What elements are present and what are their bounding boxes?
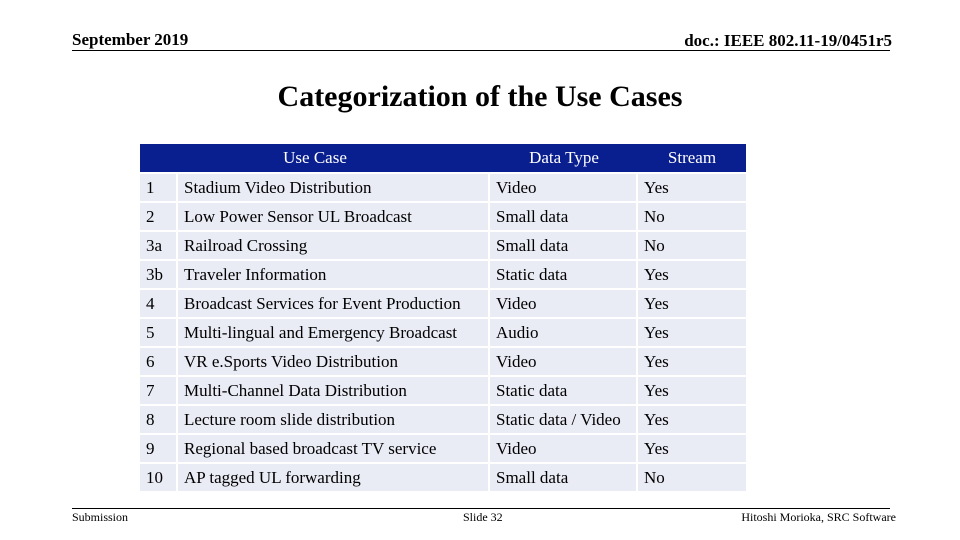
table-row	[140, 348, 746, 377]
cell-stream: Yes	[638, 174, 746, 203]
cell-stream: Yes	[638, 290, 746, 319]
cell-data-type: Static data	[490, 377, 638, 406]
cell-use-case: Multi-Channel Data Distribution	[178, 377, 490, 406]
cell-id: 7	[140, 377, 178, 406]
cell-stream: Yes	[638, 406, 746, 435]
cell-id: 3b	[140, 261, 178, 290]
cell-id: 2	[140, 203, 178, 232]
cell-stream: No	[638, 464, 746, 493]
cell-use-case: Traveler Information	[178, 261, 490, 290]
header-use-case: Use Case	[140, 144, 490, 174]
cell-data-type: Video	[490, 290, 638, 319]
cell-use-case: Regional based broadcast TV service	[178, 435, 490, 464]
cell-id: 8	[140, 406, 178, 435]
table-row	[140, 290, 746, 319]
table-row	[140, 319, 746, 348]
cell-data-type: Video	[490, 174, 638, 203]
cell-use-case: Lecture room slide distribution	[178, 406, 490, 435]
table-row	[140, 203, 746, 232]
cell-id: 6	[140, 348, 178, 377]
table-row	[140, 261, 746, 290]
footer-divider	[72, 508, 890, 509]
slide-title: Categorization of the Use Cases	[277, 80, 683, 113]
table-header-row	[140, 144, 746, 174]
cell-stream: Yes	[638, 377, 746, 406]
cell-id: 5	[140, 319, 178, 348]
header-data-type: Data Type	[490, 144, 638, 174]
header-stream: Stream	[638, 144, 746, 174]
cell-id: 4	[140, 290, 178, 319]
header-divider	[72, 50, 890, 51]
cell-stream: Yes	[638, 348, 746, 377]
cell-data-type: Video	[490, 435, 638, 464]
cell-stream: Yes	[638, 435, 746, 464]
cell-stream: Yes	[638, 319, 746, 348]
footer-submission: Submission	[72, 510, 129, 524]
cell-data-type: Small data	[490, 464, 638, 493]
cell-use-case: Broadcast Services for Event Production	[178, 290, 490, 319]
cell-data-type: Static data	[490, 261, 638, 290]
table-row	[140, 232, 746, 261]
table-body	[140, 174, 746, 493]
table-row	[140, 406, 746, 435]
cell-use-case: Railroad Crossing	[178, 232, 490, 261]
cell-id: 10	[140, 464, 178, 493]
cell-data-type: Small data	[490, 232, 638, 261]
table-row	[140, 377, 746, 406]
cell-stream: Yes	[638, 261, 746, 290]
cell-use-case: Stadium Video Distribution	[178, 174, 490, 203]
use-case-table	[140, 144, 746, 493]
cell-use-case: Multi-lingual and Emergency Broadcast	[178, 319, 490, 348]
table-row	[140, 174, 746, 203]
cell-stream: No	[638, 232, 746, 261]
footer-author: Hitoshi Morioka, SRC Software	[741, 510, 896, 524]
header-date: September 2019	[72, 30, 189, 49]
footer-slide-number: Slide 32	[463, 510, 503, 524]
cell-use-case: Low Power Sensor UL Broadcast	[178, 203, 490, 232]
table-row	[140, 464, 746, 493]
cell-id: 9	[140, 435, 178, 464]
cell-stream: No	[638, 203, 746, 232]
cell-data-type: Static data / Video	[490, 406, 638, 435]
cell-data-type: Video	[490, 348, 638, 377]
header-doc-id: doc.: IEEE 802.11-19/0451r5	[684, 31, 892, 50]
cell-data-type: Audio	[490, 319, 638, 348]
cell-use-case: VR e.Sports Video Distribution	[178, 348, 490, 377]
cell-id: 3a	[140, 232, 178, 261]
cell-id: 1	[140, 174, 178, 203]
table-row	[140, 435, 746, 464]
cell-data-type: Small data	[490, 203, 638, 232]
cell-use-case: AP tagged UL forwarding	[178, 464, 490, 493]
